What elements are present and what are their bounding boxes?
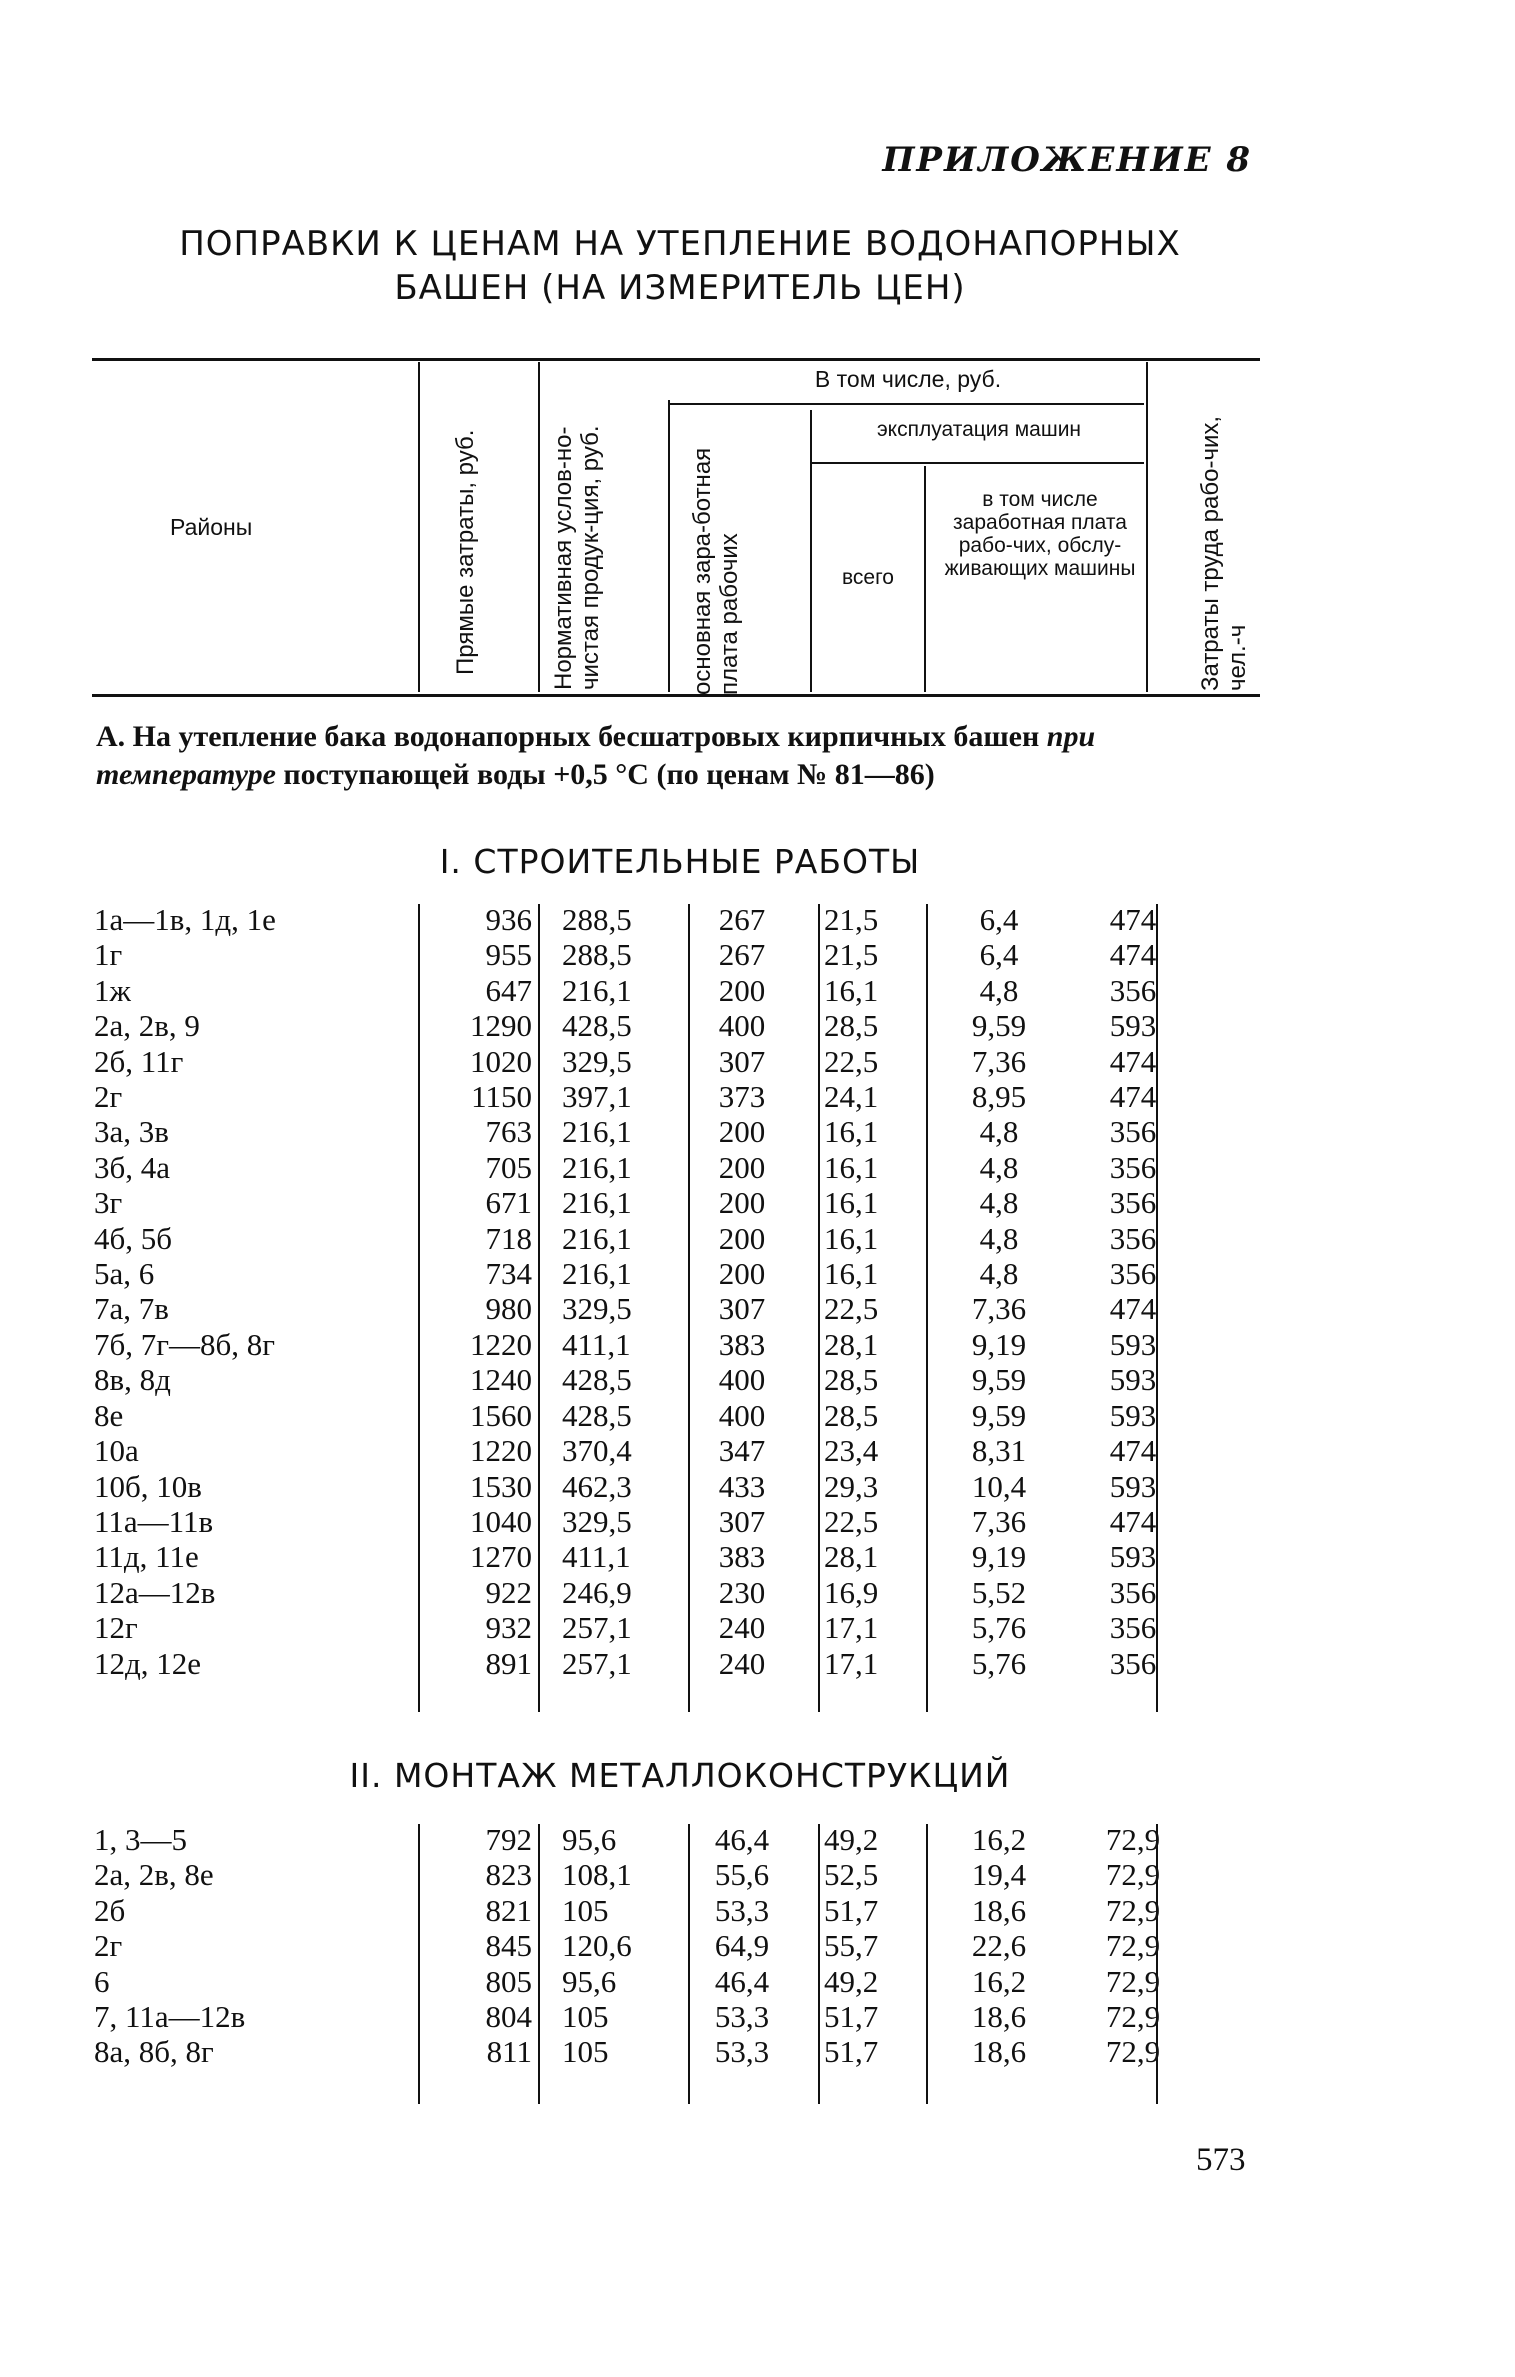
value-cell: 821 bbox=[485, 1892, 532, 1928]
header-labor: Затраты труда рабо-чих, чел.-ч bbox=[1197, 415, 1251, 691]
value-cell: 200 bbox=[718, 1149, 766, 1185]
region-cell: 10б, 10в bbox=[94, 1468, 202, 1504]
value-cell: 7,36 bbox=[971, 1291, 1027, 1327]
value-cell: 823 bbox=[485, 1857, 532, 1893]
value-cell: 400 bbox=[718, 1362, 766, 1398]
column-rule bbox=[1156, 904, 1158, 1712]
region-cell: 12а—12в bbox=[94, 1574, 216, 1610]
value-cell: 4,8 bbox=[979, 1185, 1019, 1221]
value-cell: 16,1 bbox=[824, 1185, 879, 1221]
table-row bbox=[94, 1079, 1188, 1114]
value-cell: 474 bbox=[1109, 1503, 1157, 1539]
value-cell: 356 bbox=[1109, 1185, 1157, 1221]
value-cell: 105 bbox=[562, 1999, 609, 2035]
value-cell: 593 bbox=[1109, 1008, 1157, 1044]
value-cell: 17,1 bbox=[824, 1645, 879, 1681]
value-cell: 356 bbox=[1109, 1114, 1157, 1150]
column-rule bbox=[818, 904, 820, 1712]
value-cell: 593 bbox=[1109, 1397, 1157, 1433]
value-cell: 120,6 bbox=[562, 1928, 632, 1964]
value-cell: 240 bbox=[718, 1645, 766, 1681]
page-number: 573 bbox=[1196, 2142, 1246, 2178]
table-row bbox=[94, 1150, 1188, 1185]
value-cell: 200 bbox=[718, 972, 766, 1008]
region-cell: 1, 3—5 bbox=[94, 1822, 187, 1857]
column-rule bbox=[418, 904, 420, 1712]
section-a-label: А. bbox=[96, 720, 126, 753]
region-cell: 10а bbox=[94, 1433, 139, 1469]
value-cell: 356 bbox=[1109, 1645, 1157, 1681]
column-rule bbox=[926, 1824, 928, 2104]
region-cell: 1ж bbox=[94, 972, 131, 1008]
value-cell: 230 bbox=[718, 1574, 766, 1610]
table-row bbox=[94, 1256, 1188, 1291]
value-cell: 397,1 bbox=[562, 1079, 632, 1115]
table-row bbox=[94, 1433, 1188, 1468]
value-cell: 433 bbox=[718, 1468, 766, 1504]
table-row bbox=[94, 1327, 1188, 1362]
value-cell: 7,36 bbox=[971, 1503, 1027, 1539]
value-cell: 216,1 bbox=[562, 972, 632, 1008]
value-cell: 5,76 bbox=[971, 1610, 1027, 1646]
table-row bbox=[94, 973, 1188, 1008]
value-cell: 267 bbox=[718, 937, 766, 973]
header-divider bbox=[418, 362, 420, 692]
value-cell: 53,3 bbox=[714, 2034, 770, 2070]
value-cell: 307 bbox=[718, 1503, 766, 1539]
region-cell: 12д, 12е bbox=[94, 1645, 202, 1681]
column-rule bbox=[418, 1824, 420, 2104]
value-cell: 53,3 bbox=[714, 1892, 770, 1928]
value-cell: 105 bbox=[562, 1892, 609, 1928]
table-row bbox=[94, 902, 1188, 937]
value-cell: 16,1 bbox=[824, 1149, 879, 1185]
region-cell: 8а, 8б, 8г bbox=[94, 2034, 214, 2070]
value-cell: 22,5 bbox=[824, 1503, 879, 1539]
value-cell: 55,6 bbox=[714, 1857, 770, 1893]
table-row bbox=[94, 1398, 1188, 1433]
section-a-italic: при температуре bbox=[96, 720, 1096, 791]
value-cell: 28,1 bbox=[824, 1539, 879, 1575]
value-cell: 811 bbox=[486, 2034, 532, 2070]
value-cell: 411,1 bbox=[562, 1326, 631, 1362]
region-cell: 8е bbox=[94, 1397, 124, 1433]
region-cell: 6 bbox=[94, 1963, 110, 1999]
value-cell: 329,5 bbox=[562, 1291, 632, 1327]
value-cell: 200 bbox=[718, 1220, 766, 1256]
value-cell: 72,9 bbox=[1105, 1892, 1161, 1928]
value-cell: 329,5 bbox=[562, 1503, 632, 1539]
value-cell: 22,6 bbox=[971, 1928, 1027, 1964]
value-cell: 307 bbox=[718, 1043, 766, 1079]
column-rule bbox=[688, 1824, 690, 2104]
value-cell: 845 bbox=[485, 1928, 532, 1964]
value-cell: 9,59 bbox=[971, 1008, 1027, 1044]
region-cell: 3а, 3в bbox=[94, 1114, 169, 1150]
value-cell: 18,6 bbox=[971, 1892, 1027, 1928]
table-row bbox=[94, 937, 1188, 972]
value-cell: 356 bbox=[1109, 1610, 1157, 1646]
value-cell: 8,31 bbox=[971, 1433, 1027, 1469]
value-cell: 10,4 bbox=[971, 1468, 1027, 1504]
value-cell: 383 bbox=[718, 1539, 766, 1575]
value-cell: 474 bbox=[1109, 1291, 1157, 1327]
value-cell: 21,5 bbox=[824, 902, 879, 937]
column-rule bbox=[926, 904, 928, 1712]
header-direct-costs: Прямые затраты, руб. bbox=[452, 429, 479, 675]
value-cell: 1150 bbox=[471, 1079, 532, 1115]
value-cell: 51,7 bbox=[824, 1892, 879, 1928]
header-normative: Нормативная услов-но-чистая продук-ция, руб. bbox=[550, 425, 604, 690]
column-rule bbox=[538, 1824, 540, 2104]
table-row bbox=[94, 1008, 1188, 1043]
value-cell: 72,9 bbox=[1105, 2034, 1161, 2070]
header-bottom-rule bbox=[92, 694, 1260, 697]
header-subrule bbox=[812, 462, 1144, 464]
region-cell: 11а—11в bbox=[94, 1503, 214, 1539]
table-row bbox=[94, 1539, 1188, 1574]
value-cell: 18,6 bbox=[971, 1999, 1027, 2035]
value-cell: 28,5 bbox=[824, 1362, 879, 1398]
column-rule bbox=[688, 904, 690, 1712]
value-cell: 474 bbox=[1109, 937, 1157, 973]
value-cell: 51,7 bbox=[824, 2034, 879, 2070]
section-a-text: На утепление бака водонапорных бесшатровых кирпичных башен bbox=[132, 720, 1040, 753]
header-top-rule bbox=[92, 358, 1260, 361]
value-cell: 21,5 bbox=[824, 937, 879, 973]
value-cell: 16,2 bbox=[971, 1822, 1027, 1857]
table-row bbox=[94, 1928, 1188, 1963]
value-cell: 936 bbox=[485, 902, 532, 937]
value-cell: 955 bbox=[485, 937, 532, 973]
value-cell: 932 bbox=[485, 1610, 532, 1646]
value-cell: 307 bbox=[718, 1291, 766, 1327]
value-cell: 64,9 bbox=[714, 1928, 770, 1964]
value-cell: 52,5 bbox=[824, 1857, 879, 1893]
table-row bbox=[94, 1999, 1188, 2034]
value-cell: 16,1 bbox=[824, 1114, 879, 1150]
value-cell: 7,36 bbox=[971, 1043, 1027, 1079]
value-cell: 246,9 bbox=[562, 1574, 632, 1610]
region-cell: 12г bbox=[94, 1610, 138, 1646]
value-cell: 804 bbox=[485, 1999, 532, 2035]
value-cell: 24,1 bbox=[824, 1079, 879, 1115]
value-cell: 734 bbox=[485, 1256, 532, 1292]
value-cell: 4,8 bbox=[979, 1220, 1019, 1256]
value-cell: 72,9 bbox=[1105, 1963, 1161, 1999]
value-cell: 29,3 bbox=[824, 1468, 879, 1504]
value-cell: 980 bbox=[485, 1291, 532, 1327]
value-cell: 216,1 bbox=[562, 1185, 632, 1221]
value-cell: 9,59 bbox=[971, 1397, 1027, 1433]
value-cell: 22,5 bbox=[824, 1291, 879, 1327]
value-cell: 8,95 bbox=[971, 1079, 1027, 1115]
value-cell: 763 bbox=[485, 1114, 532, 1150]
header-subrule bbox=[670, 403, 1144, 405]
region-cell: 7б, 7г—8б, 8г bbox=[94, 1326, 275, 1362]
region-cell: 5а, 6 bbox=[94, 1256, 155, 1292]
table-row bbox=[94, 2034, 1188, 2069]
value-cell: 9,19 bbox=[971, 1326, 1027, 1362]
value-cell: 95,6 bbox=[562, 1963, 617, 1999]
region-cell: 8в, 8д bbox=[94, 1362, 171, 1398]
value-cell: 356 bbox=[1109, 1574, 1157, 1610]
region-cell: 7, 11а—12в bbox=[94, 1999, 246, 2035]
region-cell: 2а, 2в, 9 bbox=[94, 1008, 200, 1044]
value-cell: 16,1 bbox=[824, 1256, 879, 1292]
value-cell: 792 bbox=[485, 1822, 532, 1857]
table-row bbox=[94, 1044, 1188, 1079]
value-cell: 474 bbox=[1109, 1079, 1157, 1115]
value-cell: 5,76 bbox=[971, 1645, 1027, 1681]
value-cell: 356 bbox=[1109, 1256, 1157, 1292]
region-cell: 3б, 4а bbox=[94, 1149, 171, 1185]
value-cell: 72,9 bbox=[1105, 1928, 1161, 1964]
value-cell: 22,5 bbox=[824, 1043, 879, 1079]
header-divider bbox=[1146, 362, 1148, 692]
value-cell: 647 bbox=[485, 972, 532, 1008]
table-row bbox=[94, 1114, 1188, 1149]
value-cell: 257,1 bbox=[562, 1645, 632, 1681]
value-cell: 72,9 bbox=[1105, 1822, 1161, 1857]
section-2-title: II. МОНТАЖ МЕТАЛЛОКОНСТРУКЦИЙ bbox=[349, 1756, 1011, 1795]
value-cell: 19,4 bbox=[971, 1857, 1027, 1893]
table-row bbox=[94, 1575, 1188, 1610]
value-cell: 1020 bbox=[470, 1043, 532, 1079]
value-cell: 718 bbox=[485, 1220, 532, 1256]
value-cell: 55,7 bbox=[824, 1928, 879, 1964]
region-cell: 4б, 5б bbox=[94, 1220, 173, 1256]
value-cell: 4,8 bbox=[979, 972, 1019, 1008]
value-cell: 200 bbox=[718, 1185, 766, 1221]
value-cell: 95,6 bbox=[562, 1822, 617, 1857]
value-cell: 46,4 bbox=[714, 1822, 770, 1857]
value-cell: 593 bbox=[1109, 1326, 1157, 1362]
table-row bbox=[94, 1610, 1188, 1645]
header-including: В том числе, руб. bbox=[814, 366, 1002, 392]
table-row bbox=[94, 1469, 1188, 1504]
value-cell: 23,4 bbox=[824, 1433, 879, 1469]
column-rule bbox=[1156, 1824, 1158, 2104]
value-cell: 216,1 bbox=[562, 1256, 632, 1292]
region-cell: 2г bbox=[94, 1928, 123, 1964]
value-cell: 1560 bbox=[470, 1397, 532, 1433]
table-row bbox=[94, 1646, 1188, 1681]
value-cell: 288,5 bbox=[562, 937, 632, 973]
value-cell: 72,9 bbox=[1105, 1857, 1161, 1893]
value-cell: 356 bbox=[1109, 1149, 1157, 1185]
table-row bbox=[94, 1822, 1188, 1857]
value-cell: 1270 bbox=[470, 1539, 532, 1575]
region-cell: 2г bbox=[94, 1079, 123, 1115]
section-a-rest: поступающей воды +0,5 °С (по ценам № 81—86) bbox=[283, 758, 935, 791]
region-cell: 3г bbox=[94, 1185, 123, 1221]
value-cell: 9,59 bbox=[971, 1362, 1027, 1398]
table-row bbox=[94, 1185, 1188, 1220]
region-cell: 2б bbox=[94, 1892, 126, 1928]
title-line-2: БАШЕН (НА ИЗМЕРИТЕЛЬ ЦЕН) bbox=[394, 268, 966, 308]
region-cell: 11д, 11е bbox=[94, 1539, 199, 1575]
header-machines: эксплуатация машин bbox=[876, 418, 1082, 441]
page-title bbox=[100, 222, 1260, 310]
value-cell: 18,6 bbox=[971, 2034, 1027, 2070]
value-cell: 400 bbox=[718, 1397, 766, 1433]
header-divider bbox=[810, 410, 812, 692]
value-cell: 705 bbox=[485, 1149, 532, 1185]
region-cell: 2а, 2в, 8е bbox=[94, 1857, 214, 1893]
value-cell: 1220 bbox=[470, 1433, 532, 1469]
value-cell: 373 bbox=[718, 1079, 766, 1115]
value-cell: 288,5 bbox=[562, 902, 632, 937]
region-cell: 2б, 11г bbox=[94, 1043, 184, 1079]
value-cell: 267 bbox=[718, 902, 766, 937]
header-total: всего bbox=[842, 566, 894, 589]
value-cell: 53,3 bbox=[714, 1999, 770, 2035]
value-cell: 200 bbox=[718, 1256, 766, 1292]
header-base-wage: основная зара-ботная плата рабочих bbox=[689, 447, 743, 695]
value-cell: 1240 bbox=[470, 1362, 532, 1398]
value-cell: 347 bbox=[718, 1433, 766, 1469]
value-cell: 28,5 bbox=[824, 1397, 879, 1433]
value-cell: 28,1 bbox=[824, 1326, 879, 1362]
value-cell: 428,5 bbox=[562, 1397, 632, 1433]
header-divider bbox=[924, 466, 926, 692]
value-cell: 356 bbox=[1109, 1220, 1157, 1256]
value-cell: 257,1 bbox=[562, 1610, 632, 1646]
header-machine-wage: в том числе заработная плата рабо-чих, обслу-живающих машины bbox=[944, 488, 1136, 580]
value-cell: 428,5 bbox=[562, 1362, 632, 1398]
value-cell: 49,2 bbox=[824, 1963, 879, 1999]
header-divider bbox=[538, 362, 540, 692]
column-rule bbox=[818, 1824, 820, 2104]
value-cell: 474 bbox=[1109, 902, 1157, 937]
value-cell: 49,2 bbox=[824, 1822, 879, 1857]
value-cell: 1530 bbox=[470, 1468, 532, 1504]
value-cell: 16,1 bbox=[824, 972, 879, 1008]
header-divider bbox=[668, 400, 670, 692]
value-cell: 671 bbox=[485, 1185, 532, 1221]
header-regions: Районы bbox=[170, 514, 253, 540]
region-cell: 1а—1в, 1д, 1е bbox=[94, 902, 276, 937]
value-cell: 108,1 bbox=[562, 1857, 632, 1893]
value-cell: 1040 bbox=[470, 1503, 532, 1539]
value-cell: 1290 bbox=[470, 1008, 532, 1044]
value-cell: 28,5 bbox=[824, 1008, 879, 1044]
value-cell: 462,3 bbox=[562, 1468, 632, 1504]
value-cell: 474 bbox=[1109, 1043, 1157, 1079]
value-cell: 4,8 bbox=[979, 1256, 1019, 1292]
value-cell: 428,5 bbox=[562, 1008, 632, 1044]
value-cell: 16,1 bbox=[824, 1220, 879, 1256]
value-cell: 5,52 bbox=[971, 1574, 1027, 1610]
table-row bbox=[94, 1857, 1188, 1892]
section-1-title: I. СТРОИТЕЛЬНЫЕ РАБОТЫ bbox=[439, 842, 921, 881]
table-row bbox=[94, 1893, 1188, 1928]
table-row bbox=[94, 1504, 1188, 1539]
table-row bbox=[94, 1362, 1188, 1397]
value-cell: 72,9 bbox=[1105, 1999, 1161, 2035]
value-cell: 400 bbox=[718, 1008, 766, 1044]
table-row bbox=[94, 1221, 1188, 1256]
value-cell: 17,1 bbox=[824, 1610, 879, 1646]
value-cell: 240 bbox=[718, 1610, 766, 1646]
value-cell: 1220 bbox=[470, 1326, 532, 1362]
value-cell: 6,4 bbox=[979, 902, 1019, 937]
appendix-label: ПРИЛОЖЕНИЕ 8 bbox=[882, 140, 1252, 180]
value-cell: 370,4 bbox=[562, 1433, 632, 1469]
title-line-1: ПОПРАВКИ К ЦЕНАМ НА УТЕПЛЕНИЕ ВОДОНАПОРНЫХ bbox=[179, 224, 1181, 264]
value-cell: 593 bbox=[1109, 1539, 1157, 1575]
value-cell: 329,5 bbox=[562, 1043, 632, 1079]
value-cell: 411,1 bbox=[562, 1539, 631, 1575]
value-cell: 593 bbox=[1109, 1362, 1157, 1398]
value-cell: 16,2 bbox=[971, 1963, 1027, 1999]
value-cell: 356 bbox=[1109, 972, 1157, 1008]
section-a-heading bbox=[96, 718, 1256, 794]
value-cell: 9,19 bbox=[971, 1539, 1027, 1575]
value-cell: 200 bbox=[718, 1114, 766, 1150]
table-row bbox=[94, 1291, 1188, 1326]
value-cell: 16,9 bbox=[824, 1574, 879, 1610]
section-2-table bbox=[94, 1822, 1188, 2070]
value-cell: 105 bbox=[562, 2034, 609, 2070]
table-row bbox=[94, 1964, 1188, 1999]
value-cell: 216,1 bbox=[562, 1114, 632, 1150]
value-cell: 922 bbox=[485, 1574, 532, 1610]
value-cell: 216,1 bbox=[562, 1149, 632, 1185]
value-cell: 46,4 bbox=[714, 1963, 770, 1999]
column-rule bbox=[538, 904, 540, 1712]
value-cell: 216,1 bbox=[562, 1220, 632, 1256]
value-cell: 6,4 bbox=[979, 937, 1019, 973]
region-cell: 7а, 7в bbox=[94, 1291, 169, 1327]
value-cell: 593 bbox=[1109, 1468, 1157, 1504]
value-cell: 805 bbox=[485, 1963, 532, 1999]
value-cell: 4,8 bbox=[979, 1149, 1019, 1185]
value-cell: 51,7 bbox=[824, 1999, 879, 2035]
value-cell: 891 bbox=[485, 1645, 532, 1681]
region-cell: 1г bbox=[94, 937, 123, 973]
value-cell: 383 bbox=[718, 1326, 766, 1362]
value-cell: 474 bbox=[1109, 1433, 1157, 1469]
value-cell: 4,8 bbox=[979, 1114, 1019, 1150]
section-1-table bbox=[94, 902, 1188, 1681]
